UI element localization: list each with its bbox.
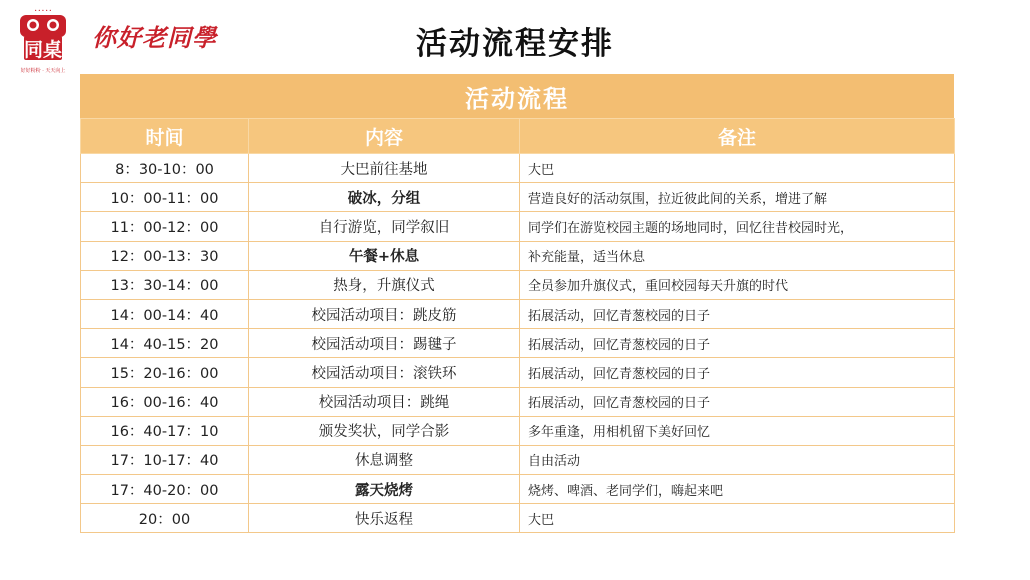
cell-note: 补充能量，适当休息	[520, 241, 955, 270]
table-header-row	[81, 119, 955, 154]
table-row	[81, 241, 955, 270]
cell-content: 校园活动项目：跳绳	[249, 387, 520, 416]
cell-time: 20：00	[81, 504, 249, 533]
table-row	[81, 504, 955, 533]
table-row	[81, 270, 955, 299]
table-row	[81, 154, 955, 183]
logo-mark-text: 同桌	[23, 39, 63, 61]
cell-content: 大巴前往基地	[249, 154, 520, 183]
cell-note: 自由活动	[520, 445, 955, 474]
cell-time: 10：00-11：00	[81, 183, 249, 212]
table-row	[81, 387, 955, 416]
cell-time: 12：00-13：30	[81, 241, 249, 270]
logo-tagline: 好好粉粉 · 天天向上	[20, 68, 66, 74]
table-row	[81, 358, 955, 387]
column-header-content: 内容	[249, 119, 520, 154]
cell-note: 全员参加升旗仪式，重回校园每天升旗的时代	[520, 270, 955, 299]
cell-note: 拓展活动，回忆青葱校园的日子	[520, 358, 955, 387]
table-row	[81, 329, 955, 358]
cell-time: 16：40-17：10	[81, 416, 249, 445]
brand-text: 你好老同學	[92, 23, 217, 52]
cell-content: 热身，升旗仪式	[249, 270, 520, 299]
cell-time: 14：00-14：40	[81, 299, 249, 328]
table-row	[81, 416, 955, 445]
cell-content: 午餐+休息	[249, 241, 520, 270]
cell-time: 17：40-20：00	[81, 475, 249, 504]
cell-content: 校园活动项目：踢毽子	[249, 329, 520, 358]
cell-note: 大巴	[520, 154, 955, 183]
cell-content: 校园活动项目：跳皮筋	[249, 299, 520, 328]
cell-time: 8：30-10：00	[81, 154, 249, 183]
column-header-time: 时间	[81, 119, 249, 154]
cell-time: 13：30-14：00	[81, 270, 249, 299]
cell-content: 校园活动项目：滚铁环	[249, 358, 520, 387]
cell-note: 拓展活动，回忆青葱校园的日子	[520, 387, 955, 416]
column-header-note: 备注	[520, 119, 955, 154]
cell-content: 自行游览，同学叙旧	[249, 212, 520, 241]
table-row	[81, 445, 955, 474]
cell-content: 休息调整	[249, 445, 520, 474]
cell-content: 颁发奖状，同学合影	[249, 416, 520, 445]
cell-time: 14：40-15：20	[81, 329, 249, 358]
cell-note: 拓展活动，回忆青葱校园的日子	[520, 329, 955, 358]
cell-note: 多年重逢，用相机留下美好回忆	[520, 416, 955, 445]
schedule-table-container	[80, 74, 954, 533]
cell-time: 17：10-17：40	[81, 445, 249, 474]
cell-note: 烧烤、啤酒、老同学们，嗨起来吧	[520, 475, 955, 504]
cell-note: 同学们在游览校园主题的场地同时，回忆往昔校园时光，	[520, 212, 955, 241]
svg-text:• • • • •: • • • • •	[34, 8, 52, 13]
table-row	[81, 299, 955, 328]
page-title: 活动流程安排	[416, 26, 614, 62]
cell-content: 破冰，分组	[249, 183, 520, 212]
table-row	[81, 183, 955, 212]
schedule-table	[80, 118, 955, 533]
cell-time: 15：20-16：00	[81, 358, 249, 387]
cell-time: 16：00-16：40	[81, 387, 249, 416]
cell-note: 营造良好的活动氛围，拉近彼此间的关系，增进了解	[520, 183, 955, 212]
cell-note: 拓展活动，回忆青葱校园的日子	[520, 299, 955, 328]
table-row	[81, 475, 955, 504]
cell-note: 大巴	[520, 504, 955, 533]
table-row	[81, 212, 955, 241]
cell-content: 快乐返程	[249, 504, 520, 533]
cell-content: 露天烧烤	[249, 475, 520, 504]
cell-time: 11：00-12：00	[81, 212, 249, 241]
table-banner: 活动流程	[80, 74, 954, 118]
